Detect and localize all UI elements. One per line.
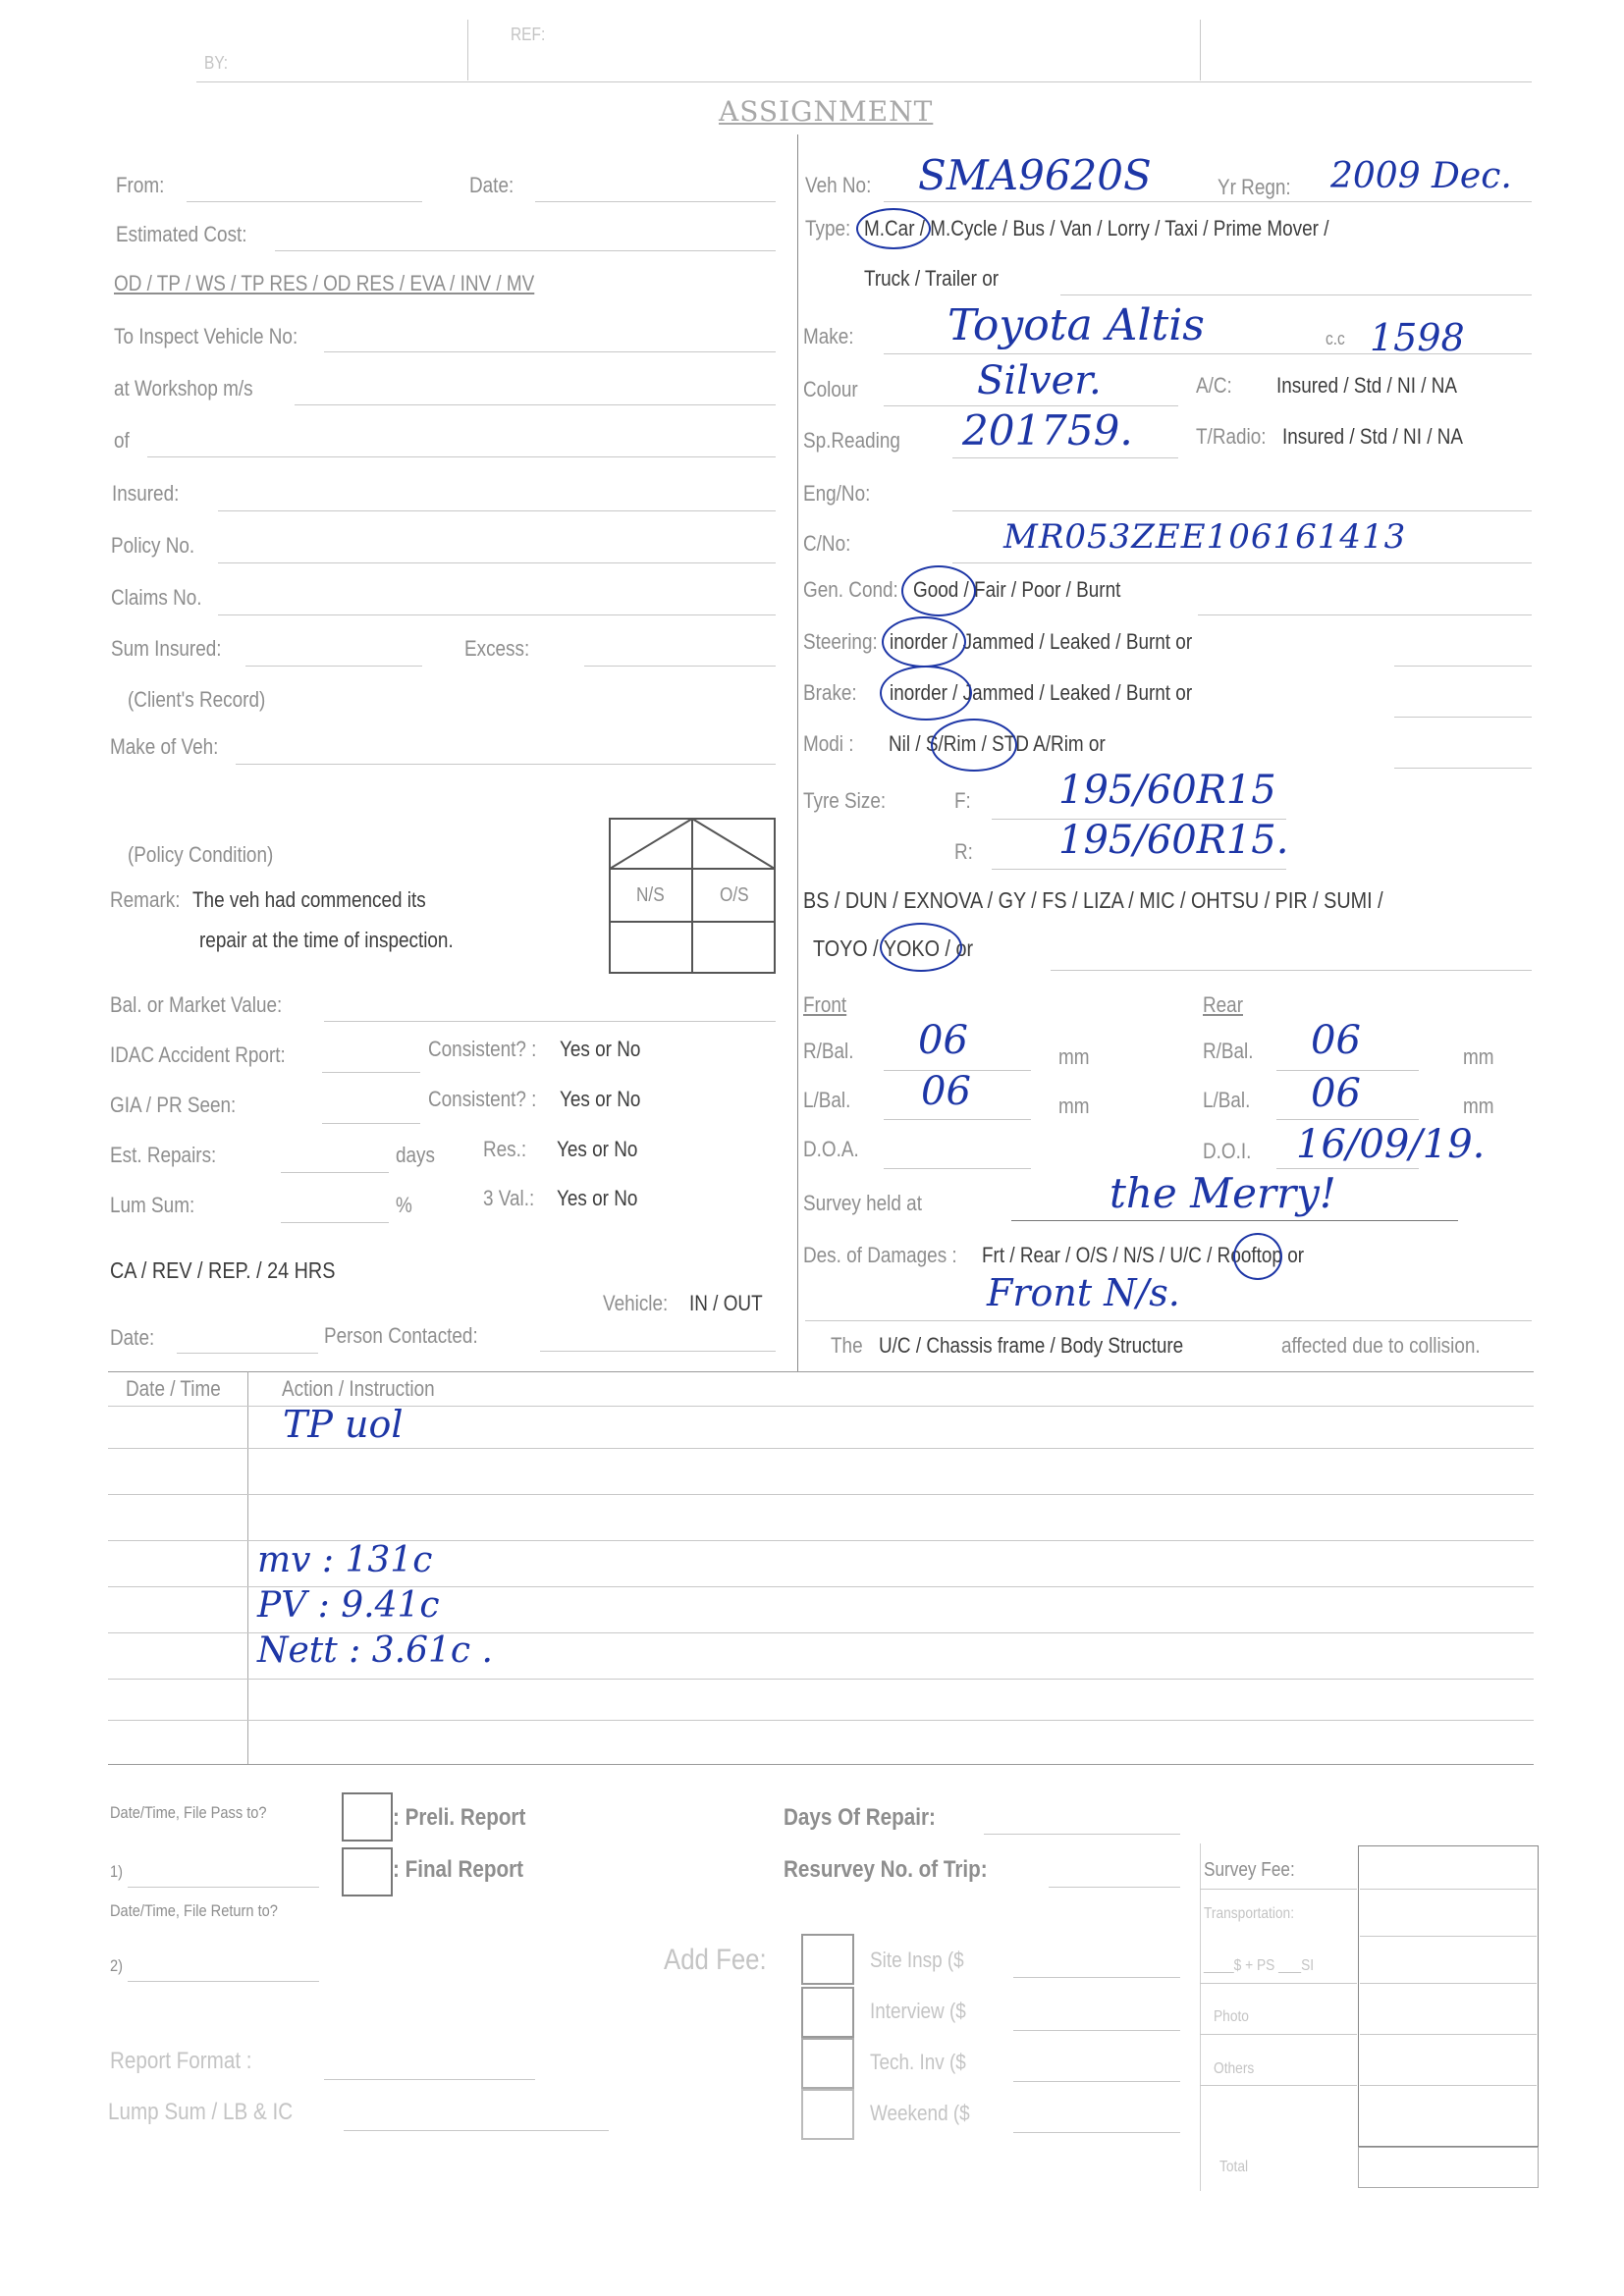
sp-reading-line xyxy=(952,457,1178,458)
res-yes-no[interactable]: Yes or No xyxy=(557,1137,638,1161)
ns-label: N/S xyxy=(636,884,665,906)
bal-market-label: Bal. or Market Value: xyxy=(110,992,283,1017)
person-contacted-label: Person Contacted: xyxy=(324,1323,478,1348)
cc-label: c.c xyxy=(1326,329,1345,348)
front-lbal-value[interactable]: 06 xyxy=(921,1069,971,1114)
survey-fee-line xyxy=(1200,1889,1357,1890)
sp-reading-value[interactable]: 201759. xyxy=(962,406,1133,454)
estimated-cost-field[interactable] xyxy=(275,250,776,251)
interview-checkbox[interactable] xyxy=(801,1987,854,2038)
tyre-brands[interactable]: BS / DUN / EXNOVA / GY / FS / LIZA / MIC / OHTSU / PIR / SUMI / xyxy=(803,887,1383,913)
3val-label: 3 Val.: xyxy=(483,1186,535,1210)
survey-held-value[interactable]: the Merry! xyxy=(1110,1169,1336,1217)
log-bottom-rule xyxy=(108,1764,1534,1765)
resurvey-field[interactable] xyxy=(1049,1887,1180,1888)
return-2-label: 2) xyxy=(110,1956,124,1975)
column-divider xyxy=(797,134,798,1371)
log-col-date: Date / Time xyxy=(126,1376,221,1401)
resurvey-label: Resurvey No. of Trip: xyxy=(784,1856,988,1883)
file-pass-label: Date/Time, File Pass to? xyxy=(110,1803,267,1822)
final-label: : Final Report xyxy=(393,1856,524,1883)
eng-no-label: Eng/No: xyxy=(803,481,871,506)
ac-options[interactable]: Insured / Std / NI / NA xyxy=(1276,373,1458,398)
percent-label: % xyxy=(396,1193,412,1217)
veh-no-value[interactable]: SMA9620S xyxy=(918,151,1152,199)
log-pv[interactable]: PV : 9.41c xyxy=(257,1585,440,1626)
remark-label: Remark: xyxy=(110,887,181,912)
modi-line xyxy=(1394,768,1532,769)
rear-rbal-mm: mm xyxy=(1463,1044,1494,1069)
uc-line-a: The xyxy=(831,1333,863,1358)
clients-record-label: (Client's Record) xyxy=(128,687,266,712)
doi-value[interactable]: 16/09/19. xyxy=(1296,1122,1486,1167)
yr-regn-label: Yr Regn: xyxy=(1218,175,1291,199)
prelim-checkbox[interactable] xyxy=(342,1792,393,1842)
interview-label: Interview ($ xyxy=(870,1999,966,2023)
rear-lbal-line xyxy=(1276,1119,1419,1120)
steering-label: Steering: xyxy=(803,629,878,654)
workshop-field[interactable] xyxy=(295,404,776,405)
claim-categories: OD / TP / WS / TP RES / OD RES / EVA / INV / MV xyxy=(114,271,535,295)
remark-line-1: The veh had commenced its xyxy=(192,887,426,912)
ca-rev-options[interactable]: CA / REV / REP. / 24 HRS xyxy=(110,1257,336,1283)
file-return-label: Date/Time, File Return to? xyxy=(110,1901,278,1920)
damages-value[interactable]: Front N/s. xyxy=(987,1271,1180,1314)
doi-label: D.O.I. xyxy=(1203,1139,1252,1163)
type-options-2[interactable]: Truck / Trailer or xyxy=(864,266,1000,291)
policy-no-label: Policy No. xyxy=(111,533,195,558)
make-value[interactable]: Toyota Altis xyxy=(947,300,1205,350)
brake-options[interactable]: inorder / Jammed / Leaked / Burnt or xyxy=(890,680,1193,705)
claims-no-field[interactable] xyxy=(218,614,776,615)
rear-lbal-label: L/Bal. xyxy=(1203,1088,1251,1112)
pass-1-field[interactable] xyxy=(128,1887,319,1888)
of-field[interactable] xyxy=(147,456,776,457)
brake-inorder-circle xyxy=(880,666,972,721)
front-lbal-label: L/Bal. xyxy=(803,1088,851,1112)
uc-circle xyxy=(1233,1233,1282,1280)
res-label: Res.: xyxy=(483,1137,527,1161)
others-line xyxy=(1200,2085,1357,2086)
log-row-line xyxy=(108,1494,1534,1495)
yr-regn-value[interactable]: 2009 Dec. xyxy=(1330,156,1512,196)
days-of-repair-label: Days Of Repair: xyxy=(784,1804,936,1831)
front-heading: Front xyxy=(803,992,847,1017)
insured-field[interactable] xyxy=(218,510,776,511)
days-label: days xyxy=(396,1143,435,1167)
fee-row xyxy=(1360,1983,1537,1984)
date-field[interactable] xyxy=(535,201,776,202)
brake-label: Brake: xyxy=(803,680,857,705)
rear-rbal-label: R/Bal. xyxy=(1203,1039,1254,1063)
form-title: ASSIGNMENT xyxy=(719,95,934,128)
make-of-veh-field[interactable] xyxy=(236,764,776,765)
from-label: From: xyxy=(116,173,165,197)
log-nett[interactable]: Nett : 3.61c . xyxy=(257,1630,493,1671)
steering-inorder-circle xyxy=(882,616,966,667)
pass-1-label: 1) xyxy=(110,1862,124,1881)
chassis-no-label: C/No: xyxy=(803,531,851,556)
survey-held-line xyxy=(1011,1220,1458,1221)
photo-line xyxy=(1200,2034,1357,2035)
log-row-line xyxy=(108,1448,1534,1449)
gia-consistent-label: Consistent? : xyxy=(428,1087,537,1111)
mcar-circle xyxy=(856,208,931,249)
tradio-label: T/Radio: xyxy=(1196,424,1267,449)
veh-no-line xyxy=(884,201,1532,202)
survey-fee-label: Survey Fee: xyxy=(1204,1859,1295,1881)
make-of-veh-label: Make of Veh: xyxy=(110,734,219,759)
gen-cond-line xyxy=(1198,614,1532,615)
cc-value[interactable]: 1598 xyxy=(1370,316,1465,359)
rear-heading: Rear xyxy=(1203,992,1244,1017)
lump-sum-field[interactable] xyxy=(344,2130,609,2131)
log-entry-1[interactable]: TP uol xyxy=(283,1403,404,1446)
tyre-r-value[interactable]: 195/60R15. xyxy=(1058,818,1289,863)
tech-inv-label: Tech. Inv ($ xyxy=(870,2050,966,2074)
tyre-f-value[interactable]: 195/60R15 xyxy=(1058,768,1276,813)
gia-label: GIA / PR Seen: xyxy=(110,1093,237,1117)
fee-divider xyxy=(1200,1843,1201,2191)
front-rbal-value[interactable]: 06 xyxy=(918,1018,968,1063)
header-divider xyxy=(467,20,468,80)
total-label: Total xyxy=(1219,2159,1249,2175)
log-row-line xyxy=(108,1679,1534,1680)
excess-label: Excess: xyxy=(464,636,530,661)
uc-line-c: affected due to collision. xyxy=(1281,1333,1481,1358)
rear-lbal-value[interactable]: 06 xyxy=(1311,1071,1361,1116)
weekend-checkbox[interactable] xyxy=(801,2089,854,2140)
idac-consistent-label: Consistent? : xyxy=(428,1037,537,1061)
insured-label: Insured: xyxy=(112,481,180,506)
fee-row xyxy=(1360,2034,1537,2035)
report-format-label: Report Format : xyxy=(110,2048,252,2074)
sum-insured-label: Sum Insured: xyxy=(111,636,222,661)
tech-inv-field[interactable] xyxy=(1013,2081,1180,2082)
chassis-no-value[interactable]: MR053ZEE106161413 xyxy=(1003,517,1407,557)
type-options[interactable]: M.Car / M.Cycle / Bus / Van / Lorry / Taxi / Prime Mover / xyxy=(864,216,1329,240)
lum-sum-label: Lum Sum: xyxy=(110,1193,195,1217)
fee-amount-box[interactable] xyxy=(1358,1845,1539,2147)
front-lbal-mm: mm xyxy=(1058,1094,1090,1118)
weekend-field[interactable] xyxy=(1013,2132,1180,2133)
steering-options[interactable]: inorder / Jammed / Leaked / Burnt or xyxy=(890,629,1193,654)
uc-line-b[interactable]: U/C / Chassis frame / Body Structure xyxy=(879,1333,1184,1358)
to-inspect-label: To Inspect Vehicle No: xyxy=(114,324,298,348)
claims-no-label: Claims No. xyxy=(111,585,202,610)
to-inspect-field[interactable] xyxy=(324,351,776,352)
header-ref: REF: xyxy=(511,25,546,44)
date-label: Date: xyxy=(469,173,514,197)
interview-field[interactable] xyxy=(1013,2030,1180,2031)
report-format-field[interactable] xyxy=(324,2079,535,2080)
brand-other-line xyxy=(1051,970,1532,971)
doa-field[interactable] xyxy=(884,1168,1031,1169)
colour-label: Colour xyxy=(803,377,858,401)
site-insp-field[interactable] xyxy=(1013,1977,1180,1978)
modi-label: Modi : xyxy=(803,731,854,756)
tyre-brands-2[interactable]: TOYO / YOKO / or xyxy=(813,935,974,961)
log-row-line xyxy=(108,1720,1534,1721)
rear-rbal-value[interactable]: 06 xyxy=(1311,1018,1361,1063)
vehicle-label: Vehicle: xyxy=(603,1291,669,1315)
prelim-label: : Preli. Report xyxy=(393,1804,526,1831)
days-of-repair-field[interactable] xyxy=(984,1834,1180,1835)
vehicle-side-diagram xyxy=(609,818,776,975)
others-label: Others xyxy=(1214,2060,1255,2077)
type-other-field[interactable] xyxy=(1060,294,1532,295)
fee-row xyxy=(1360,1889,1537,1890)
site-insp-label: Site Insp ($ xyxy=(870,1948,964,1972)
sum-insured-field[interactable] xyxy=(245,666,422,667)
of-label: of xyxy=(114,428,130,453)
log-col-action: Action / Instruction xyxy=(282,1376,435,1401)
idac-label: IDAC Accident Rport: xyxy=(110,1042,286,1067)
remark-line-2: repair at the time of inspection. xyxy=(199,928,454,952)
date2-label: Date: xyxy=(110,1325,155,1350)
modi-options[interactable]: Nil / S/Rim / STD A/Rim or xyxy=(889,731,1106,756)
type-label: Type: xyxy=(805,216,851,240)
steering-line xyxy=(1394,666,1532,667)
final-checkbox[interactable] xyxy=(342,1847,393,1896)
est-repairs-field[interactable] xyxy=(281,1172,389,1173)
total-amount-box[interactable] xyxy=(1358,2147,1539,2188)
return-2-field[interactable] xyxy=(128,1981,319,1982)
front-lbal-line xyxy=(884,1119,1031,1120)
srim-circle xyxy=(931,719,1017,772)
transport-formula: ____$ + PS ___SI xyxy=(1204,1957,1315,1974)
3val-yes-no[interactable]: Yes or No xyxy=(557,1186,638,1210)
good-circle xyxy=(901,565,976,616)
add-fee-label: Add Fee: xyxy=(664,1944,767,1976)
idac-yes-no[interactable]: Yes or No xyxy=(560,1037,641,1061)
tyre-r-label: R: xyxy=(954,839,973,864)
site-insp-checkbox[interactable] xyxy=(801,1934,854,1985)
make-line xyxy=(884,353,1532,354)
policy-no-field[interactable] xyxy=(218,562,776,563)
ac-label: A/C: xyxy=(1196,373,1232,398)
gia-field[interactable] xyxy=(322,1123,420,1124)
colour-value[interactable]: Silver. xyxy=(977,358,1102,403)
damages-options[interactable]: Frt / Rear / O/S / N/S / U/C / Rooftop or xyxy=(982,1243,1305,1267)
tyre-size-label: Tyre Size: xyxy=(803,788,887,813)
rear-lbal-mm: mm xyxy=(1463,1094,1494,1118)
vehicle-in-out[interactable]: IN / OUT xyxy=(689,1291,763,1315)
gen-cond-options[interactable]: Good / Fair / Poor / Burnt xyxy=(913,577,1121,602)
excess-field[interactable] xyxy=(584,666,776,667)
damages-line xyxy=(805,1320,1532,1321)
chassis-no-line xyxy=(952,562,1532,563)
header-rule xyxy=(196,81,1532,82)
transport-line xyxy=(1200,1983,1357,1984)
fee-row xyxy=(1360,2085,1537,2086)
sp-reading-label: Sp.Reading xyxy=(803,428,900,453)
idac-field[interactable] xyxy=(322,1072,420,1073)
person-contacted-field[interactable] xyxy=(540,1351,776,1352)
brake-line xyxy=(1394,717,1532,718)
policy-condition-label: (Policy Condition) xyxy=(128,842,274,867)
header-divider xyxy=(1200,20,1201,80)
gen-cond-label: Gen. Cond: xyxy=(803,577,898,602)
tradio-options[interactable]: Insured / Std / NI / NA xyxy=(1282,424,1464,449)
log-top-rule xyxy=(108,1371,1534,1372)
lump-sum-label: Lump Sum / LB & IC xyxy=(108,2099,294,2125)
estimated-cost-label: Estimated Cost: xyxy=(116,222,247,246)
front-rbal-mm: mm xyxy=(1058,1044,1090,1069)
log-mv[interactable]: mv : 131c xyxy=(257,1540,433,1580)
damages-label: Des. of Damages : xyxy=(803,1243,957,1267)
eng-no-field[interactable] xyxy=(952,510,1532,511)
tyre-f-label: F: xyxy=(954,788,971,813)
lum-sum-field[interactable] xyxy=(281,1222,389,1223)
bal-market-field[interactable] xyxy=(324,1021,776,1022)
gia-yes-no[interactable]: Yes or No xyxy=(560,1087,641,1111)
yoko-circle xyxy=(880,923,962,972)
fee-row xyxy=(1360,1936,1537,1937)
header-by: BY: xyxy=(204,53,229,73)
photo-label: Photo xyxy=(1214,2008,1249,2025)
doa-label: D.O.A. xyxy=(803,1137,859,1161)
tech-inv-checkbox[interactable] xyxy=(801,2038,854,2089)
survey-held-label: Survey held at xyxy=(803,1191,922,1215)
transport-label: Transportation: xyxy=(1204,1905,1295,1922)
weekend-label: Weekend ($ xyxy=(870,2101,970,2125)
os-label: O/S xyxy=(720,884,749,906)
front-rbal-label: R/Bal. xyxy=(803,1039,854,1063)
log-col-divider xyxy=(247,1371,248,1764)
date2-field[interactable] xyxy=(177,1353,318,1354)
tyre-r-line xyxy=(992,869,1286,870)
est-repairs-label: Est. Repairs: xyxy=(110,1143,217,1167)
make-label: Make: xyxy=(803,324,854,348)
workshop-label: at Workshop m/s xyxy=(114,376,253,400)
from-field[interactable] xyxy=(187,201,422,202)
veh-no-label: Veh No: xyxy=(805,173,872,197)
